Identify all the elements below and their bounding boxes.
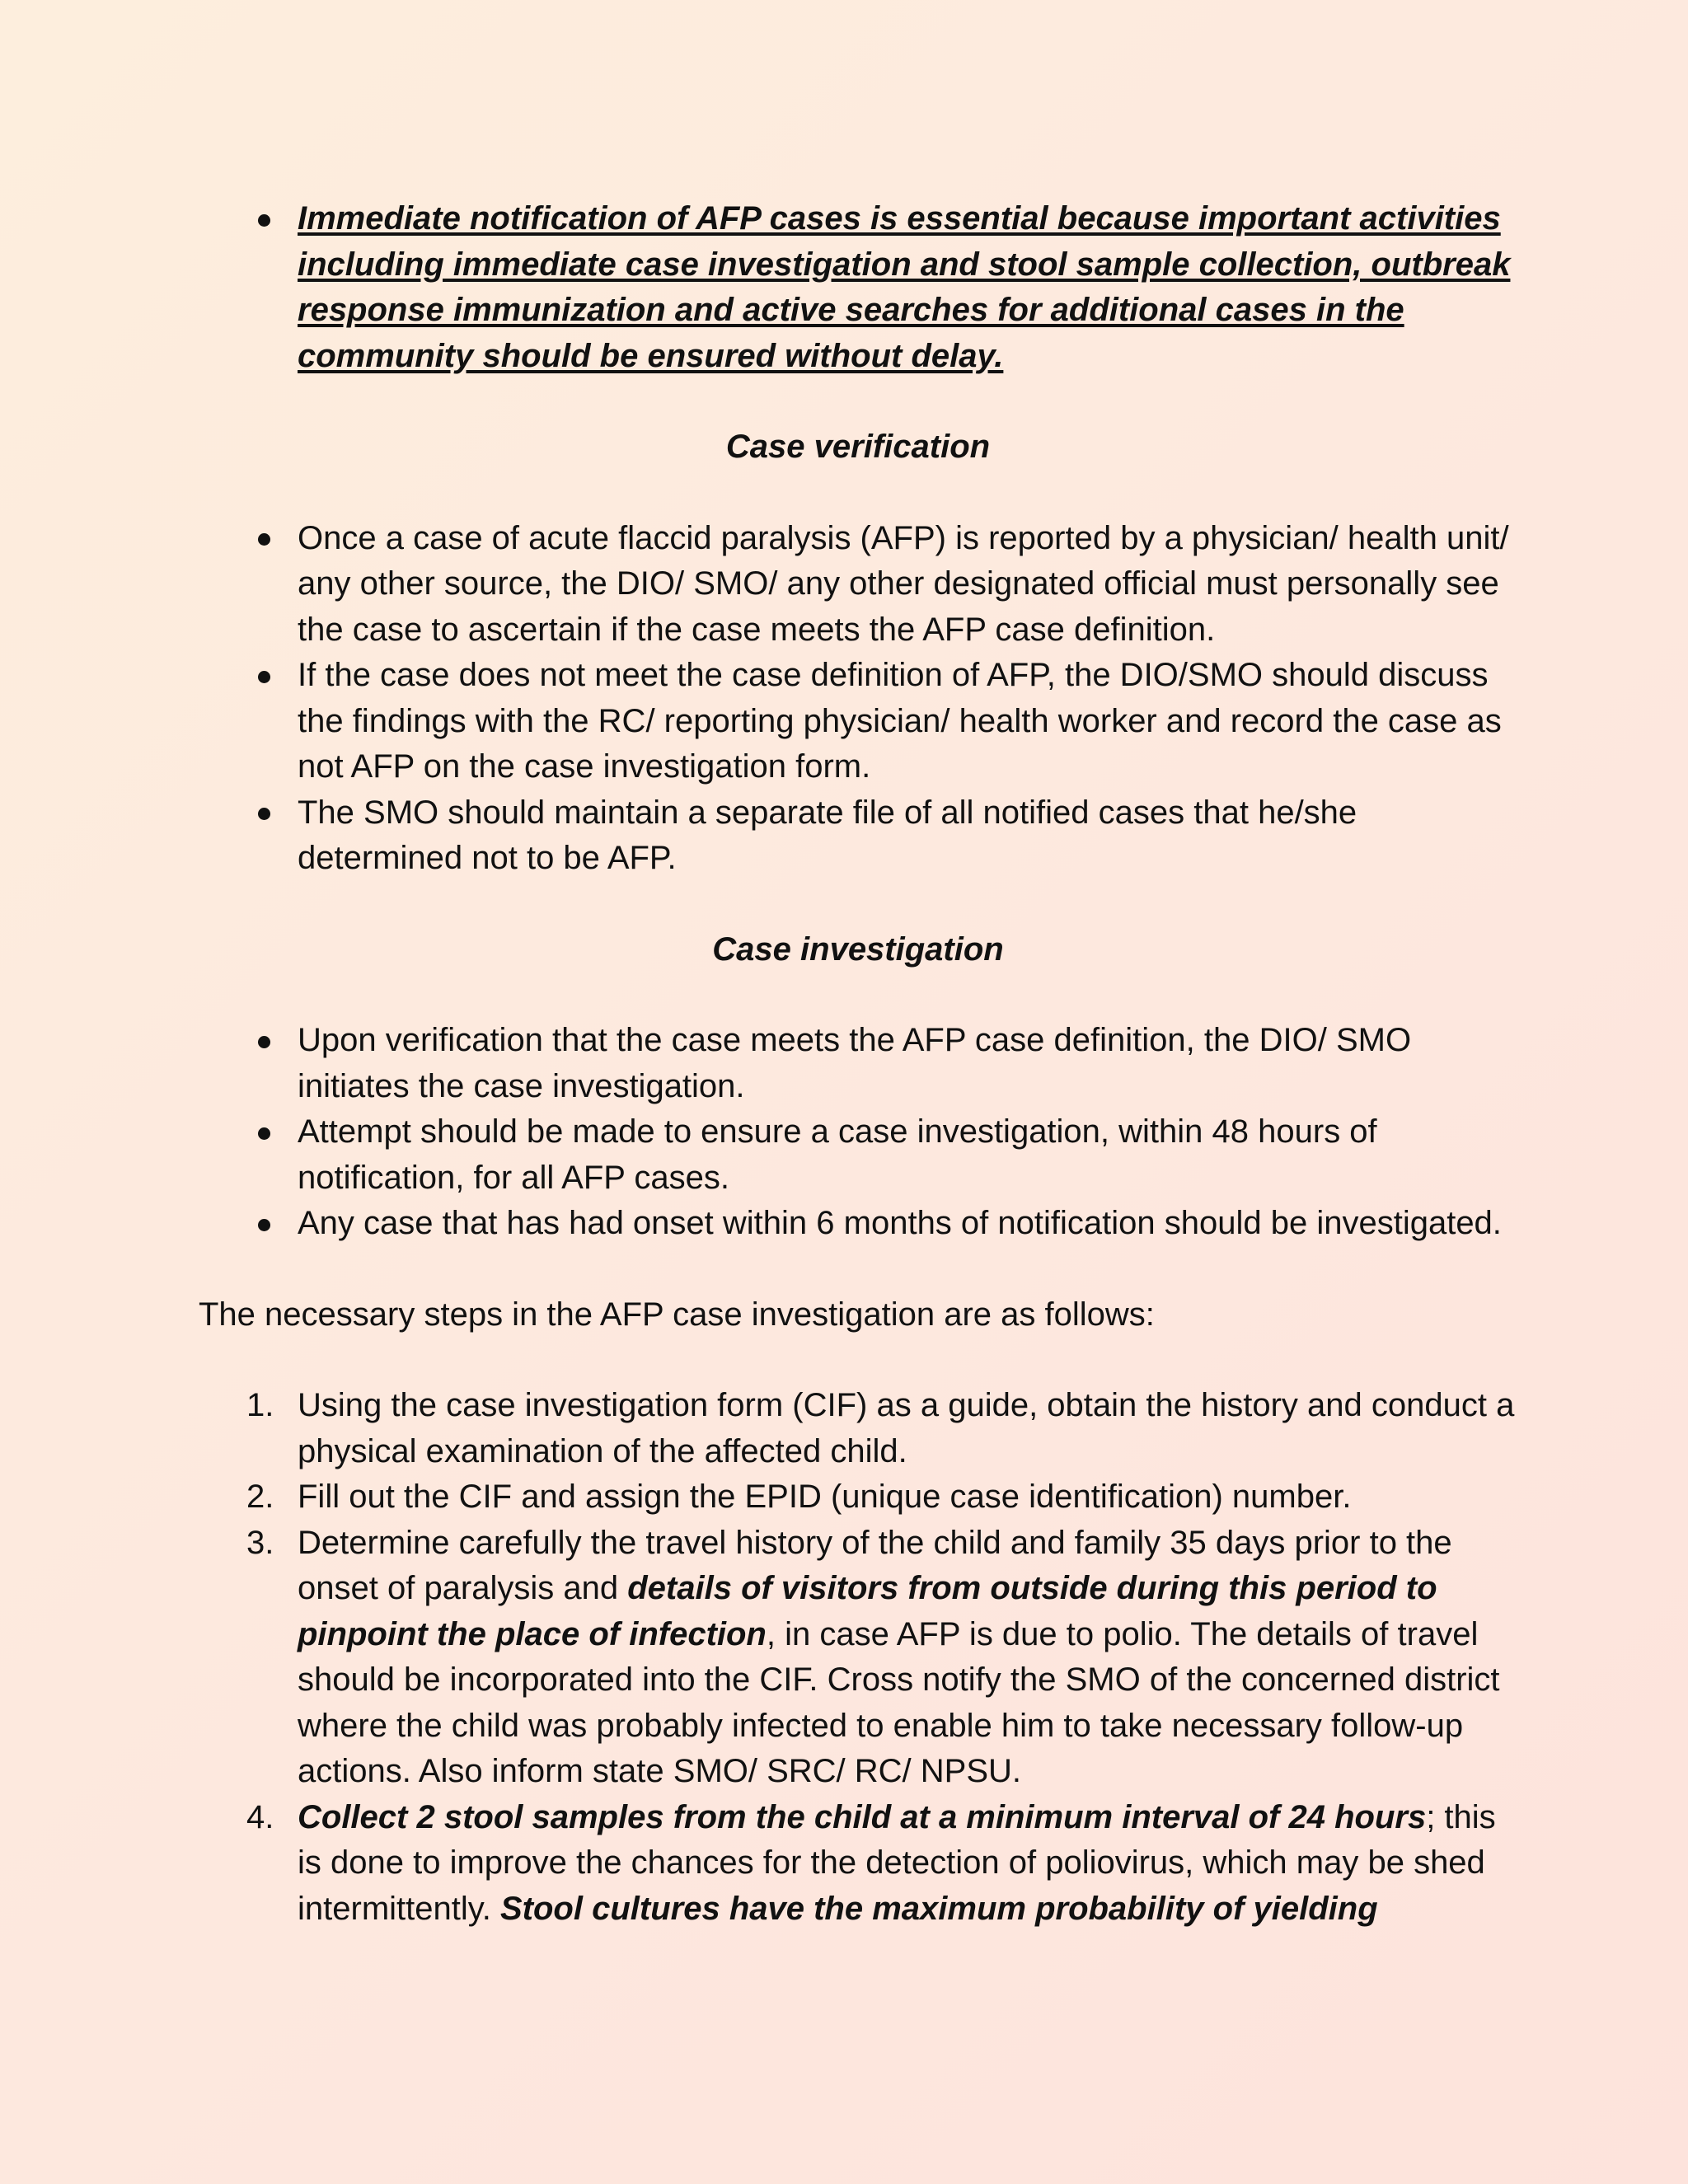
- bullet-icon: [251, 1201, 276, 1247]
- list-item-text: Upon verification that the case meets the AFP case definition, the DIO/ SMO initiates the case investigation.: [298, 1022, 1412, 1104]
- bullet-icon: [251, 653, 276, 699]
- bullet-icon: [251, 196, 276, 242]
- list-item: [199, 1018, 1517, 1109]
- list-item: [199, 790, 1517, 882]
- list-item-text: Once a case of acute flaccid paralysis (AFP) is reported by a physician/ health unit/ any other source, the DIO/ SMO/ any other designated official must personally see the case to ascertain if the case meets the AFP case definition.: [298, 519, 1509, 648]
- bullet-icon: [251, 1109, 276, 1155]
- list-item: [199, 1201, 1517, 1247]
- case-investigation-list: [199, 1018, 1517, 1247]
- list-item-text: Any case that has had onset within 6 months of notification should be investigated.: [298, 1205, 1502, 1241]
- case-verification-heading: Case verification: [725, 429, 991, 465]
- step-number: 3.: [246, 1524, 274, 1561]
- case-investigation-heading: Case investigation: [712, 930, 1004, 968]
- step-text: ; this is done to improve the chances for the detection of poliovirus, which may be shed intermittently.: [298, 1798, 1496, 1927]
- case-verification-list: [199, 516, 1517, 882]
- step-item: [199, 1383, 1517, 1474]
- step-text: Using the case investigation form (CIF) as a guide, obtain the history and conduct a physical examination of the affected child.: [298, 1387, 1515, 1469]
- steps-intro: The necessary steps in the AFP case investigation are as follows:: [199, 1296, 1155, 1333]
- step-emphasis: Stool cultures have the maximum probability of yielding: [500, 1890, 1378, 1927]
- steps-list: [199, 1383, 1517, 1932]
- step-item: [199, 1474, 1517, 1521]
- step-item: [199, 1795, 1517, 1933]
- step-text: , in case AFP is due to polio. The details of travel should be incorporated into the CIF. Cross notify the SMO of the concerned district where the child was probably infected to enable him to take necessary follow-up actions. Also inform state SMO/ SRC/ RC/ NPSU.: [298, 1615, 1500, 1789]
- list-item: [199, 1109, 1517, 1201]
- list-item: [199, 516, 1517, 654]
- document-body: [199, 196, 1517, 1932]
- intro-list: [199, 196, 1517, 379]
- step-text: Determine carefully the travel history of the child and family 35 days prior to the onset of paralysis and: [298, 1524, 1452, 1606]
- bullet-icon: [251, 1018, 276, 1064]
- list-item-text: The SMO should maintain a separate file of all notified cases that he/she determined not to be AFP.: [298, 794, 1357, 876]
- step-number: 2.: [246, 1479, 274, 1515]
- intro-bullet-text: Immediate notification of AFP cases is essential because important activities including immediate case investigation and stool sample collection, outbreak response immunization and active searches for additional cases in the community should be ensured without delay.: [298, 200, 1511, 374]
- bullet-icon: [251, 516, 276, 562]
- step-number: 1.: [246, 1387, 274, 1423]
- intro-bullet-item: [199, 196, 1517, 379]
- step-text: Fill out the CIF and assign the EPID (unique case identification) number.: [298, 1479, 1352, 1515]
- step-number: 4.: [246, 1798, 274, 1835]
- step-emphasis: Collect 2 stool samples from the child at a minimum interval of 24 hours: [298, 1798, 1427, 1835]
- bullet-icon: [251, 790, 276, 837]
- step-emphasis: details of visitors from outside during this period to pinpoint the place of infection: [298, 1570, 1437, 1652]
- list-item: [199, 653, 1517, 790]
- list-item-text: If the case does not meet the case definition of AFP, the DIO/SMO should discuss the findings with the RC/ reporting physician/ health worker and record the case as not AFP on the case investigation form.: [298, 657, 1502, 785]
- list-item-text: Attempt should be made to ensure a case investigation, within 48 hours of notification, for all AFP cases.: [298, 1113, 1377, 1196]
- step-item: [199, 1521, 1517, 1795]
